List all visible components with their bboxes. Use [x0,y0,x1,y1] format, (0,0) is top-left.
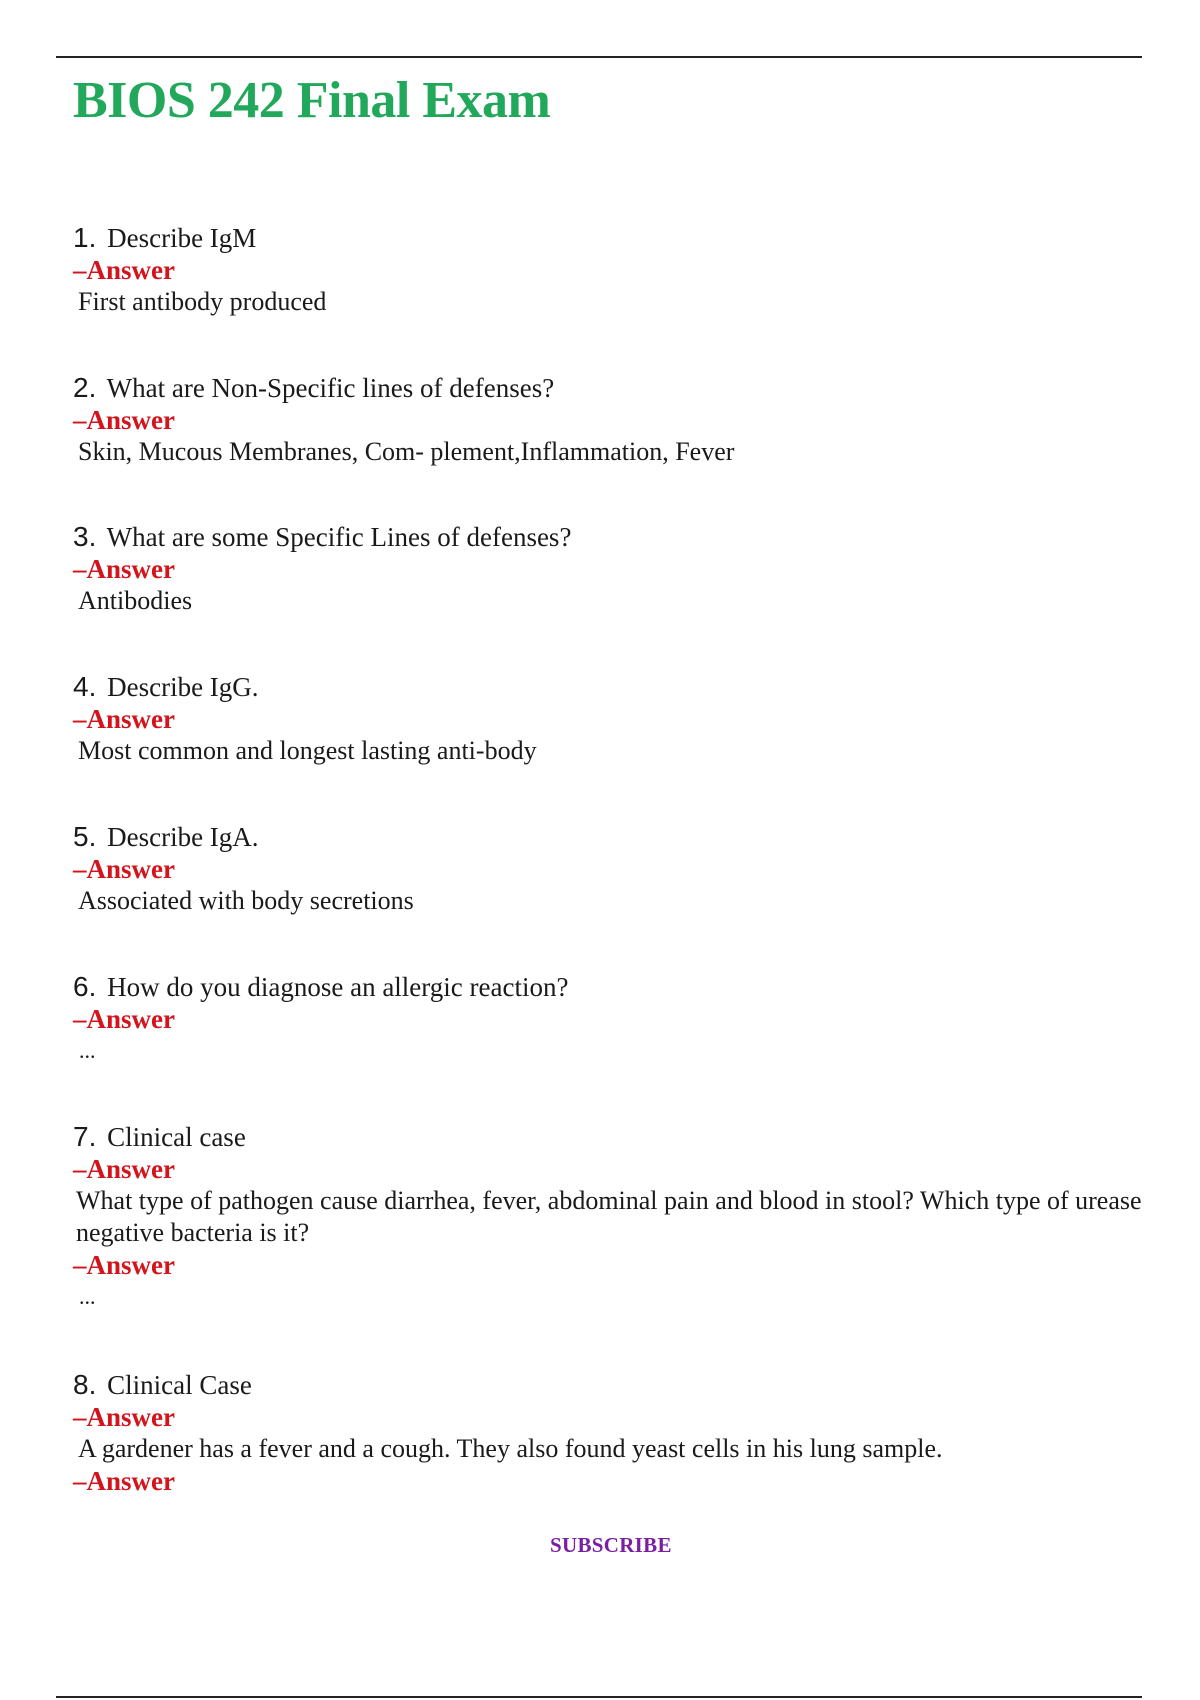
question-number: 4. [73,671,97,702]
answer-label: –Answer [73,704,175,734]
question-text: Describe IgM [107,223,257,253]
answer-text: Associated with body secretions [78,886,414,915]
question-line [73,671,1153,703]
answer-label: –Answer [73,1466,175,1496]
bottom-rule [56,1696,1142,1698]
question-item-6 [73,971,1153,1067]
question-item-5 [73,821,1153,917]
answer-text: First antibody produced [78,287,327,316]
question-number: 2. [73,372,97,403]
question-text: What are some Specific Lines of defenses? [106,522,572,552]
question-text: Describe IgA. [107,822,259,852]
question-item-8 [73,1369,1153,1497]
answer-label: –Answer [73,854,175,884]
page-title: BIOS 242 Final Exam [73,72,551,129]
question-line [73,971,1153,1003]
answer-text: Most common and longest lasting anti-body [78,736,537,765]
question-text: Clinical case [107,1122,246,1152]
question-item-3 [73,521,1153,617]
question-number: 6. [73,971,97,1002]
question-line [73,222,1153,254]
question-line [73,372,1153,404]
question-text: What are Non-Specific lines of defenses? [106,373,555,403]
question-number: 8. [73,1369,97,1400]
question-item-7 [73,1121,1153,1313]
question-line [73,521,1153,553]
question-item-4 [73,671,1153,767]
answer-label: –Answer [73,1154,175,1184]
answer-text: ... [79,1284,96,1309]
question-number: 7. [73,1121,97,1152]
answer-text: Skin, Mucous Membranes, Com- plement,Inflammation, Fever [78,437,735,466]
top-rule [56,56,1142,58]
question-line [73,821,1153,853]
answer-label: –Answer [73,405,175,435]
answer-label: –Answer [73,1402,175,1432]
question-line [73,1369,1153,1401]
answer-text: What type of pathogen cause diarrhea, fever, abdominal pain and blood in stool? Which type of urease negative bacteria is it? [76,1186,1142,1247]
question-text: How do you diagnose an allergic reaction? [107,972,569,1002]
answer-text: Antibodies [78,586,193,615]
answer-label: –Answer [73,1004,175,1034]
question-item-2 [73,372,1153,468]
answer-text: ... [79,1038,96,1063]
answer-label: –Answer [73,554,175,584]
subscribe-link[interactable]: SUBSCRIBE [550,1533,672,1557]
question-number: 1. [73,222,97,253]
question-number: 5. [73,821,97,852]
question-text: Describe IgG. [107,672,259,702]
question-number: 3. [73,521,97,552]
question-line [73,1121,1153,1153]
answer-label: –Answer [73,255,175,285]
question-text: Clinical Case [107,1370,252,1400]
answer-text: A gardener has a fever and a cough. They also found yeast cells in his lung sample. [78,1434,943,1463]
answer-label: –Answer [73,1250,175,1280]
question-item-1 [73,222,1153,318]
